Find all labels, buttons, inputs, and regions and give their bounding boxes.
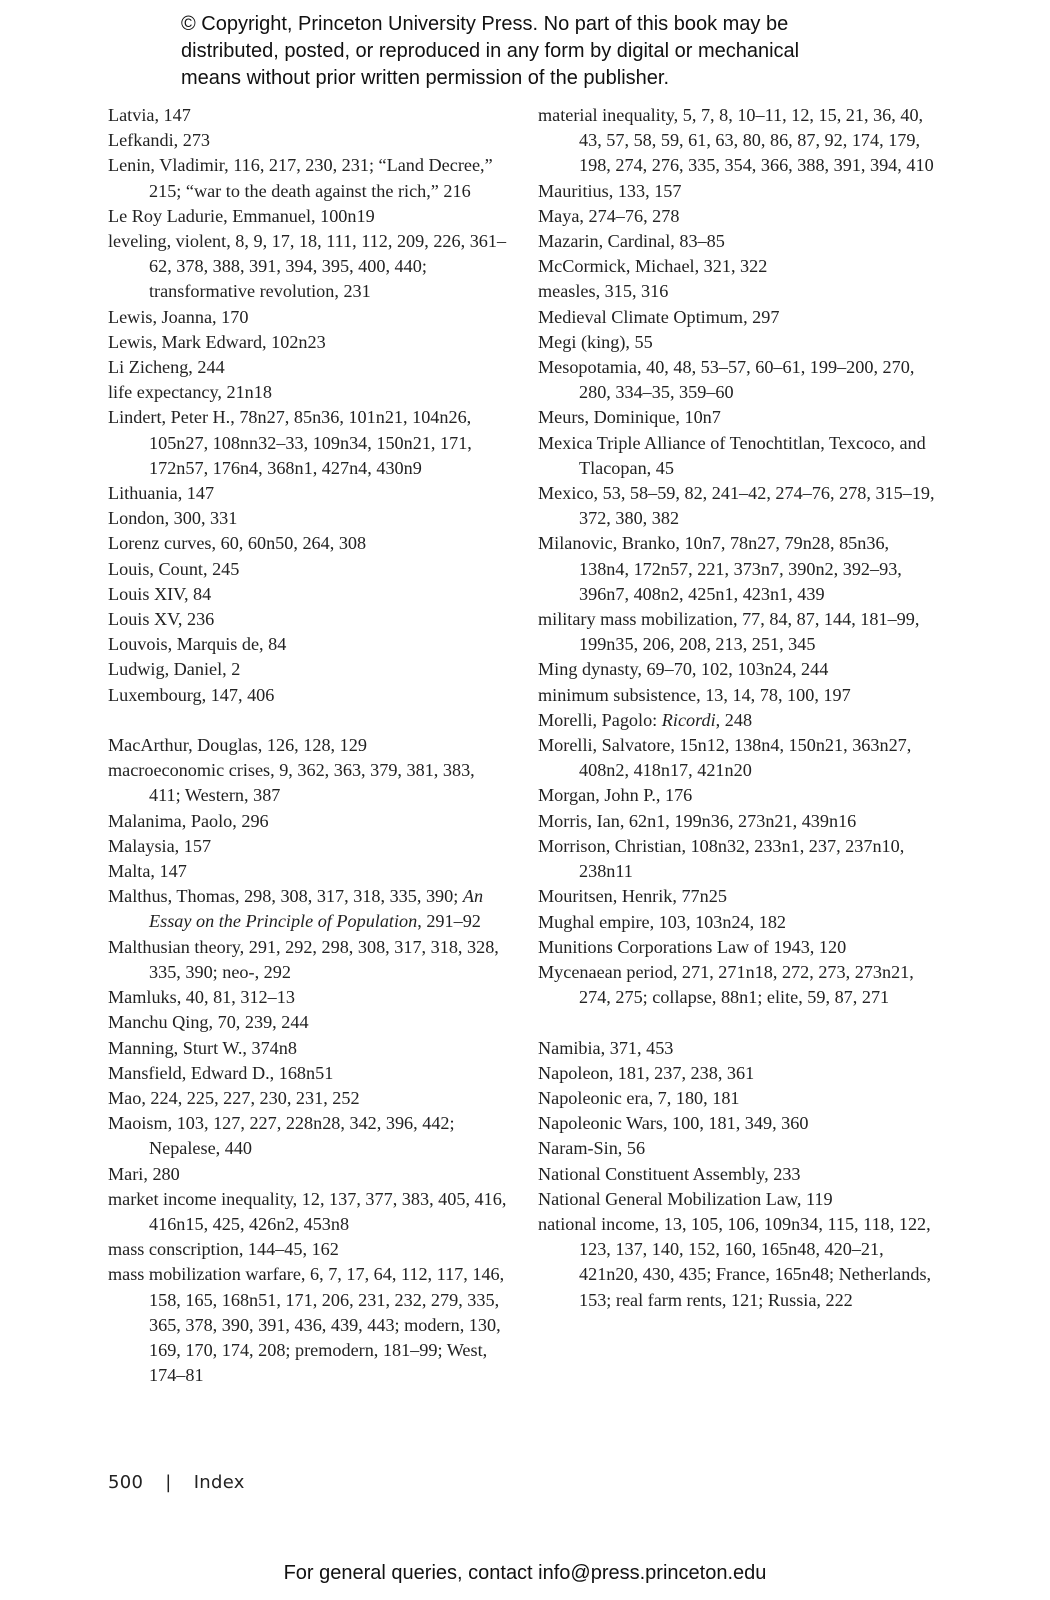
contact-line: For general queries, contact info@press.princeton.edu: [283, 1562, 767, 1584]
index-entry: Morrison, Christian, 108n32, 233n1, 237, 237n10, 238n11: [538, 835, 905, 882]
index-entry: mass conscription, 144–45, 162: [108, 1239, 339, 1260]
letter-group-gap: [538, 1010, 938, 1035]
index-entry: Mughal empire, 103, 103n24, 182: [538, 911, 787, 932]
index-entry: Malthusian theory, 291, 292, 298, 308, 317, 318, 328, 335, 390; neo-, 292: [108, 936, 499, 982]
index-entry: National Constituent Assembly, 233: [538, 1163, 801, 1184]
index-entry: measles, 315, 316: [538, 281, 669, 302]
index-entry: Malta, 147: [108, 861, 187, 882]
page-number: 500: [108, 1472, 144, 1493]
index-entry: Ming dynasty, 69–70, 102, 103n24, 244: [538, 659, 829, 680]
index-entry: Latvia, 147: [108, 105, 191, 125]
index-entry: Malanima, Paolo, 296: [108, 810, 269, 831]
index-entry: MacArthur, Douglas, 126, 128, 129: [108, 735, 367, 756]
index-entry: Megi (king), 55: [538, 331, 653, 352]
index-entry: Le Roy Ladurie, Emmanuel, 100n19: [108, 205, 375, 226]
index-entry: Louis, Count, 245: [108, 558, 240, 579]
page-footer: [108, 1472, 245, 1493]
index-entry: minimum subsistence, 13, 14, 78, 100, 197: [538, 684, 851, 705]
index-entry: Lorenz curves, 60, 60n50, 264, 308: [108, 533, 367, 554]
index-entry: Li Zicheng, 244: [108, 357, 225, 378]
index-entry: Lindert, Peter H., 78n27, 85n36, 101n21, 104n26, 105n27, 108nn32–33, 109n34, 150n21, 171, 172n57, 176n4, 368n1, 427n4, 430n9: [108, 407, 472, 478]
index-entry: Mycenaean period, 271, 271n18, 272, 273, 273n21, 274, 275; collapse, 88n1; elite, 59, 87, 271: [538, 961, 914, 1008]
letter-group-gap: [108, 708, 508, 733]
copyright-line: © Copyright, Princeton University Press. No part of this book may be: [181, 13, 789, 35]
index-entry: Louvois, Marquis de, 84: [108, 634, 287, 655]
index-entry: Mauritius, 133, 157: [538, 180, 682, 201]
index-entry: Napoleon, 181, 237, 238, 361: [538, 1062, 755, 1083]
section-title: Index: [193, 1472, 245, 1493]
index-entry: Morelli, Salvatore, 15n12, 138n4, 150n21, 363n27, 408n2, 418n17, 421n20: [538, 735, 912, 781]
footer-separator: |: [165, 1472, 172, 1493]
index-entry: Mamluks, 40, 81, 312–13: [108, 987, 295, 1008]
index-entry: Mazarin, Cardinal, 83–85: [538, 231, 725, 252]
index-entry: Manchu Qing, 70, 239, 244: [108, 1012, 309, 1033]
index-entry: Lithuania, 147: [108, 483, 215, 504]
index-entry: military mass mobilization, 77, 84, 87, 144, 181–99, 199n35, 206, 208, 213, 251, 345: [538, 609, 920, 655]
index-entry: macroeconomic crises, 9, 362, 363, 379, 381, 383, 411; Western, 387: [108, 760, 475, 806]
copyright-line: means without prior written permission of the publisher.: [181, 67, 670, 89]
index-entry: Morgan, John P., 176: [538, 785, 693, 806]
index-entry: Milanovic, Branko, 10n7, 78n27, 79n28, 85n36, 138n4, 172n57, 221, 373n7, 390n2, 392–93, 396n7, 408n2, 425n1, 423n1, 439: [538, 533, 902, 604]
index-entry: Napoleonic Wars, 100, 181, 349, 360: [538, 1113, 809, 1134]
index-entry: Louis XIV, 84: [108, 583, 212, 604]
copyright-notice: [181, 11, 941, 92]
index-entry: Mansfield, Edward D., 168n51: [108, 1062, 334, 1083]
index-entry: Ludwig, Daniel, 2: [108, 659, 241, 680]
index-entry: Lefkandi, 273: [108, 130, 211, 151]
index-entry: Luxembourg, 147, 406: [108, 684, 275, 705]
index-entry: Louis XV, 236: [108, 609, 215, 630]
index-entry: material inequality, 5, 7, 8, 10–11, 12, 15, 21, 36, 40, 43, 57, 58, 59, 61, 63, 80, 86, 87, 92, 174, 179, 198, 274, 276, 335, 354, 366, 388, 391, 394, 410: [538, 105, 934, 176]
index-entry: London, 300, 331: [108, 508, 238, 529]
index-entry: Napoleonic era, 7, 180, 181: [538, 1087, 740, 1108]
index-entry: Mari, 280: [108, 1163, 180, 1184]
index-entry: Mouritsen, Henrik, 77n25: [538, 886, 727, 907]
index-entry: Malthus, Thomas, 298, 308, 317, 318, 335, 390; An Essay on the Principle of Population, 291–92: [108, 886, 484, 932]
index-entry: Meurs, Dominique, 10n7: [538, 407, 721, 428]
index-entry: leveling, violent, 8, 9, 17, 18, 111, 112, 209, 226, 361–62, 378, 388, 391, 394, 395, 400, 440; transformative revolution, 231: [108, 231, 507, 302]
index-entry: Mesopotamia, 40, 48, 53–57, 60–61, 199–200, 270, 280, 334–35, 359–60: [538, 357, 915, 403]
index-entry: Lenin, Vladimir, 116, 217, 230, 231; “Land Decree,” 215; “war to the death against the rich,” 216: [108, 155, 493, 201]
index-entry: Naram-Sin, 56: [538, 1138, 646, 1159]
book-title: Ricordi: [661, 709, 716, 730]
index-entry: Malaysia, 157: [108, 835, 212, 856]
index-entry: Morris, Ian, 62n1, 199n36, 273n21, 439n16: [538, 810, 857, 831]
index-entry: Lewis, Mark Edward, 102n23: [108, 331, 326, 352]
index-entry: Mexico, 53, 58–59, 82, 241–42, 274–76, 278, 315–19, 372, 380, 382: [538, 483, 935, 529]
index-column-right: [538, 103, 938, 1313]
book-title: An Essay on the Principle of Population: [149, 886, 484, 932]
index-entry: life expectancy, 21n18: [108, 382, 272, 403]
index-entry: Mao, 224, 225, 227, 230, 231, 252: [108, 1087, 360, 1108]
index-entry: Munitions Corporations Law of 1943, 120: [538, 936, 847, 957]
index-entry: Maoism, 103, 127, 227, 228n28, 342, 396, 442; Nepalese, 440: [108, 1113, 455, 1159]
index-column-left: [108, 103, 508, 1388]
index-entry: mass mobilization warfare, 6, 7, 17, 64, 112, 117, 146, 158, 165, 168n51, 171, 206, 231, 232, 279, 335, 365, 378, 390, 391, 436, 439, 443; modern, 130, 169, 170, 174, 208; premodern, 181–99; West, 174–81: [108, 1264, 505, 1386]
index-entry: Medieval Climate Optimum, 297: [538, 306, 780, 327]
index-entry: Lewis, Joanna, 170: [108, 306, 249, 327]
index-entry: market income inequality, 12, 137, 377, 383, 405, 416, 416n15, 425, 426n2, 453n8: [108, 1188, 507, 1234]
index-entry: Manning, Sturt W., 374n8: [108, 1037, 297, 1058]
index-entry: Namibia, 371, 453: [538, 1037, 674, 1058]
index-entry: Maya, 274–76, 278: [538, 205, 680, 226]
index-entry: McCormick, Michael, 321, 322: [538, 256, 768, 277]
index-entry: Morelli, Pagolo: Ricordi, 248: [538, 709, 753, 730]
copyright-line: distributed, posted, or reproduced in any form by digital or mechanical: [181, 40, 800, 62]
index-entry: National General Mobilization Law, 119: [538, 1188, 833, 1209]
index-entry: Mexica Triple Alliance of Tenochtitlan, Texcoco, and Tlacopan, 45: [538, 432, 926, 478]
index-entry: national income, 13, 105, 106, 109n34, 115, 118, 122, 123, 137, 140, 152, 160, 165n48, 420–21, 421n20, 430, 435; France, 165n48; Netherlands, 153; real farm rents, 121; Russia, 222: [538, 1213, 932, 1310]
